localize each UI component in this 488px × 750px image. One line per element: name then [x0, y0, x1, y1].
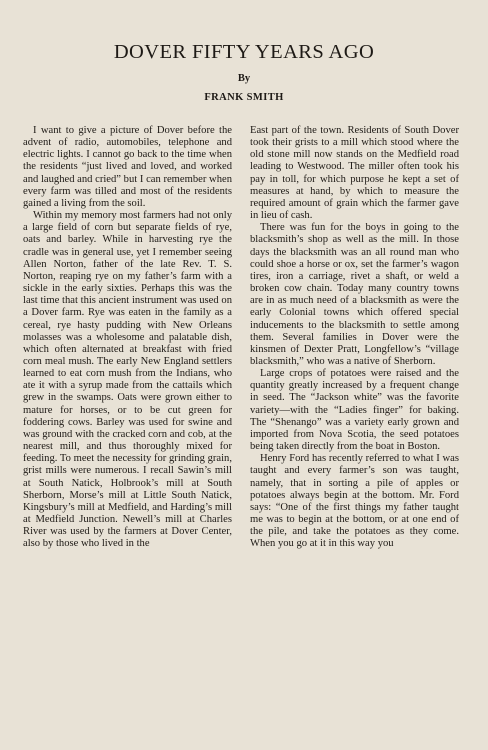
right-column: [250, 125, 459, 550]
article-title: DOVER FIFTY YEARS AGO: [113, 41, 375, 63]
paragraph: I want to give a picture of Dover before the advent of radio, automobiles, telephone and electric lights. I cannot go back to the time when the residents “just lived and loved, and worked and laughed and cried” but I can remember when every farm was tilled and most of the residents gained a living from the soil.: [23, 125, 232, 209]
left-column: [23, 125, 232, 550]
byline: By: [237, 73, 251, 84]
paragraph-continuation: East part of the town. Residents of South Dover took their grists to a mill which stood where the old stone mill now stands on the Medfield road leading to Westwood. The miller often took his pay in toll, for which purpose he kept a set of measures at hand, by which to measure the required amount of grain which the farmer gave in lieu of cash.: [250, 125, 459, 222]
author-name: FRANK SMITH: [204, 92, 284, 103]
paragraph: Within my memory most farmers had not only a large field of corn but separate fields of rye, oats and barley. While in harvesting rye the cradle was in general use, yet I remember seeing Allen Norton, father of the late Rev. T. S. Norton, reaping rye on my father’s farm with a sickle in the early sixties. Perhaps this was the last time that this ancient instrument was used on a Dover farm. Rye was eaten in the family as a cereal, rye hasty pudding with New Orleans molasses was a wholesome and palatable dish, which often alternated at breakfast with fried corn meal mush. The early New England settlers learned to eat corn mush from the Indians, who ate it with a syrup made from the cattails which grew in the swamps. Oats were grown either to mature for horses, or to be cut green for foddering cows. Barley was used for swine and was ground with the cracked corn and cob, at the nearest mill, and thus thoroughly mixed for feeding. To meet the necessity for grinding grain, grist mills were numerous. I recall Sawin’s mill at South Natick, Holbrook’s mill at South Sherborn, Morse’s mill at Little South Natick, Kingsbury’s mill at Medfield, and Harding’s mill at Medfield Junction. Newell’s mill at Charles River was used by the farmers at Dover Center, also by those who lived in the: [23, 210, 232, 550]
paragraph: Henry Ford has recently referred to what I was taught and every farmer’s son was taught, namely, that in sorting a pile of apples or potatoes always begin at the bottom. Mr. Ford says: “One of the first things my father taught me was to begin at the bottom, or at one end of the pile, and take the potatoes as they come. When you go at it in this way you: [250, 453, 459, 550]
paragraph: Large crops of potatoes were raised and the quantity greatly increased by a frequent change in seed. The “Jackson white” was the favorite variety—with the “Ladies finger” for baking. The “Shenango” was a variety early grown and imported from Nova Scotia, the seed potatoes being taken directly from the boat in Boston.: [250, 368, 459, 453]
paragraph: There was fun for the boys in going to the blacksmith’s shop as well as the mill. In those days the blacksmith was an all round man who could shoe a horse or ox, set the farmer’s wagon tires, iron a carriage, rivet a shaft, or weld a broken cow chain. Today many country towns are in as much need of a blacksmith as were the early Colonial towns which offered special inducements to the blacksmith to settle among them. Several families in Dover were the kinsmen of Dexter Pratt, Longfellow’s “village blacksmith,” who was a native of Sherborn.: [250, 222, 459, 367]
